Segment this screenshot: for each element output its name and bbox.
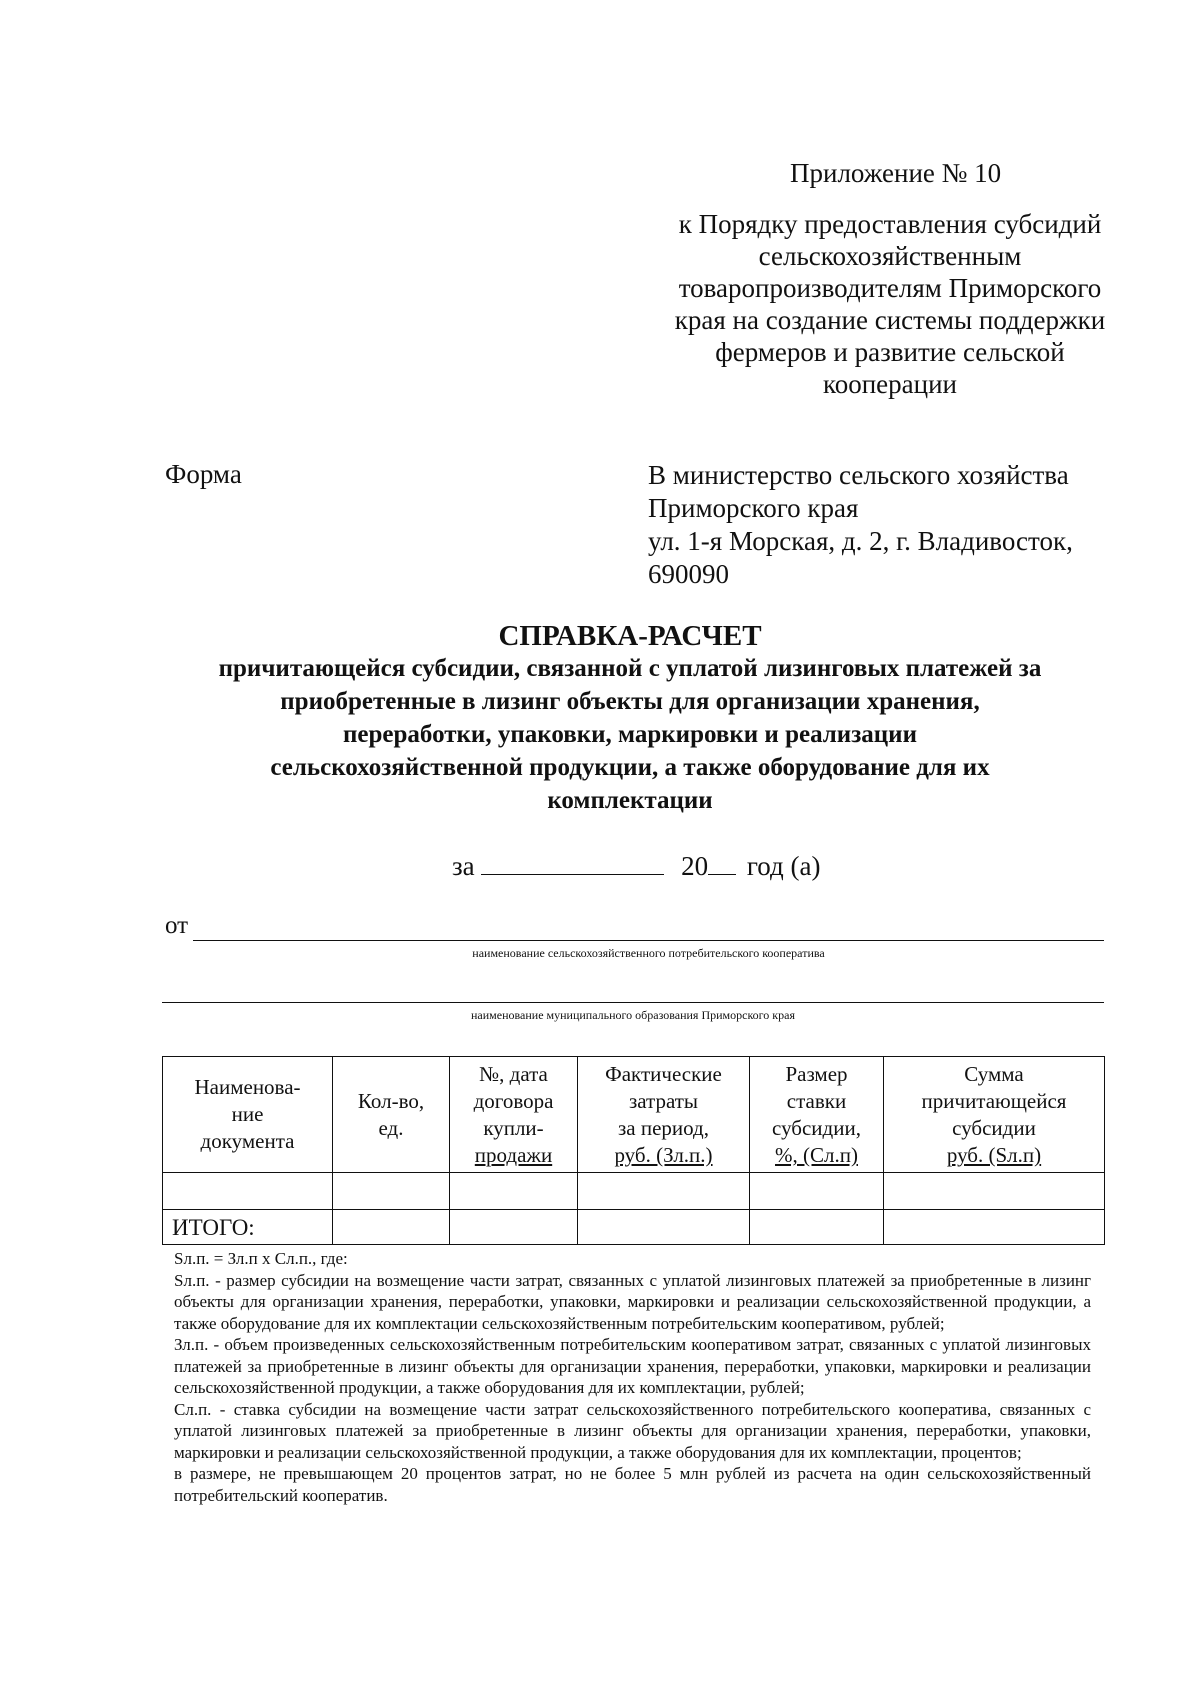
table-cell[interactable]	[450, 1173, 578, 1210]
period-suffix: год (а)	[746, 851, 821, 881]
addressee-line: 690090	[648, 559, 729, 589]
table-cell[interactable]	[750, 1210, 884, 1245]
table-cell[interactable]	[884, 1210, 1105, 1245]
calculation-table	[162, 1056, 1105, 1245]
table-cell[interactable]	[578, 1173, 750, 1210]
cooperative-name-caption: наименование сельскохозяйственного потребительского кооператива	[472, 946, 825, 960]
appendix-subtitle-line: к Порядку предоставления субсидий	[678, 209, 1102, 239]
addressee-block	[648, 459, 1128, 591]
year-blank[interactable]	[708, 874, 736, 875]
table-cell[interactable]	[750, 1173, 884, 1210]
period-year-prefix: 20	[681, 851, 709, 881]
table-cell[interactable]	[333, 1173, 450, 1210]
document-title: СПРАВКА-РАСЧЕТ	[498, 620, 762, 652]
document-subtitle-line: сельскохозяйственной продукции, а также оборудование для их	[270, 754, 990, 781]
note-paragraph: Зл.п. - объем произведенных сельскохозяйственным потребительским кооперативом затрат, связанных с уплатой лизинговых платежей за приобретенные в лизинг объекты для организации хранения, переработки, упаковки, маркировки и реализации сельскохозяйственной продукции, а также оборудования для их комплектации, рублей;	[174, 1335, 1091, 1397]
table-cell[interactable]	[578, 1210, 750, 1245]
period-prefix: за	[452, 851, 475, 881]
addressee-line: В министерство сельского хозяйства	[648, 460, 1069, 490]
header-contract: №, дата договора купли- продажи	[450, 1057, 578, 1173]
table-cell[interactable]	[333, 1210, 450, 1245]
notes-block	[174, 1248, 1091, 1506]
appendix-subtitle-line: товаропроизводителям Приморского	[678, 273, 1102, 303]
appendix-subtitle-line: сельскохозяйственным	[758, 241, 1022, 271]
table-total-row	[163, 1210, 1105, 1245]
municipality-name-caption: наименование муниципального образования Приморского края	[471, 1008, 795, 1022]
header-subsidy-rate: Размер ставки субсидии, %, (Сл.п)	[750, 1057, 884, 1173]
table-cell[interactable]	[884, 1173, 1105, 1210]
header-quantity: Кол-во, ед.	[333, 1057, 450, 1173]
cooperative-name-line[interactable]	[193, 940, 1104, 941]
total-label: ИТОГО:	[163, 1210, 333, 1245]
header-subsidy-amount: Сумма причитающейся субсидии руб. (Sл.п)	[884, 1057, 1105, 1173]
appendix-subtitle-line: кооперации	[822, 369, 957, 399]
addressee-line: ул. 1-я Морская, д. 2, г. Владивосток,	[648, 526, 1073, 556]
table-cell[interactable]	[163, 1173, 333, 1210]
document-subtitle-line: причитающейся субсидии, связанной с уплатой лизинговых платежей за	[218, 655, 1042, 682]
document-subtitle-line: переработки, упаковки, маркировки и реализации	[343, 721, 917, 748]
table-header-row	[163, 1057, 1105, 1173]
addressee-line: Приморского края	[648, 493, 859, 523]
note-paragraph: в размере, не превышающем 20 процентов затрат, но не более 5 млн рублей из расчета на один сельскохозяйственный потребительский кооператив.	[174, 1464, 1091, 1505]
from-label: от	[165, 912, 189, 939]
appendix-subtitle-line: фермеров и развитие сельской	[715, 337, 1065, 367]
municipality-name-line[interactable]	[162, 1002, 1104, 1003]
form-label: Форма	[165, 459, 242, 489]
note-formula: Sл.п. = Зл.п х Сл.п., где:	[174, 1249, 348, 1268]
table-row	[163, 1173, 1105, 1210]
table-cell[interactable]	[450, 1210, 578, 1245]
appendix-title: Приложение № 10	[790, 158, 1002, 188]
document-subtitle-line: приобретенные в лизинг объекты для организации хранения,	[280, 688, 980, 715]
appendix-subtitle-line: края на создание системы поддержки	[674, 305, 1106, 335]
header-document-name: Наименова- ние документа	[163, 1057, 333, 1173]
appendix-subtitle	[660, 208, 1120, 400]
period-line	[452, 851, 820, 882]
note-paragraph: Сл.п. - ставка субсидии на возмещение части затрат сельскохозяйственного потребительского кооператива, связанных с уплатой лизинговых платежей за приобретенные в лизинг объекты для организации хранения, переработки, упаковки, маркировки и реализации сельскохозяйственной продукции, а также оборудования для их комплектации, процентов;	[174, 1399, 1091, 1462]
note-paragraph: Sл.п. - размер субсидии на возмещение части затрат, связанных с уплатой лизинговых платежей за приобретенные в лизинг объекты для организации хранения, переработки, упаковки, маркировки и реализации сельскохозяйственной продукции, а также оборудование для их комплектации сельскохозяйственным потребительским кооперативом, рублей;	[174, 1270, 1091, 1333]
header-actual-costs: Фактические затраты за период, руб. (Зл.п.)	[578, 1057, 750, 1173]
document-subtitle	[160, 652, 1100, 817]
period-blank[interactable]	[481, 874, 664, 875]
document-subtitle-line: комплектации	[547, 787, 713, 814]
